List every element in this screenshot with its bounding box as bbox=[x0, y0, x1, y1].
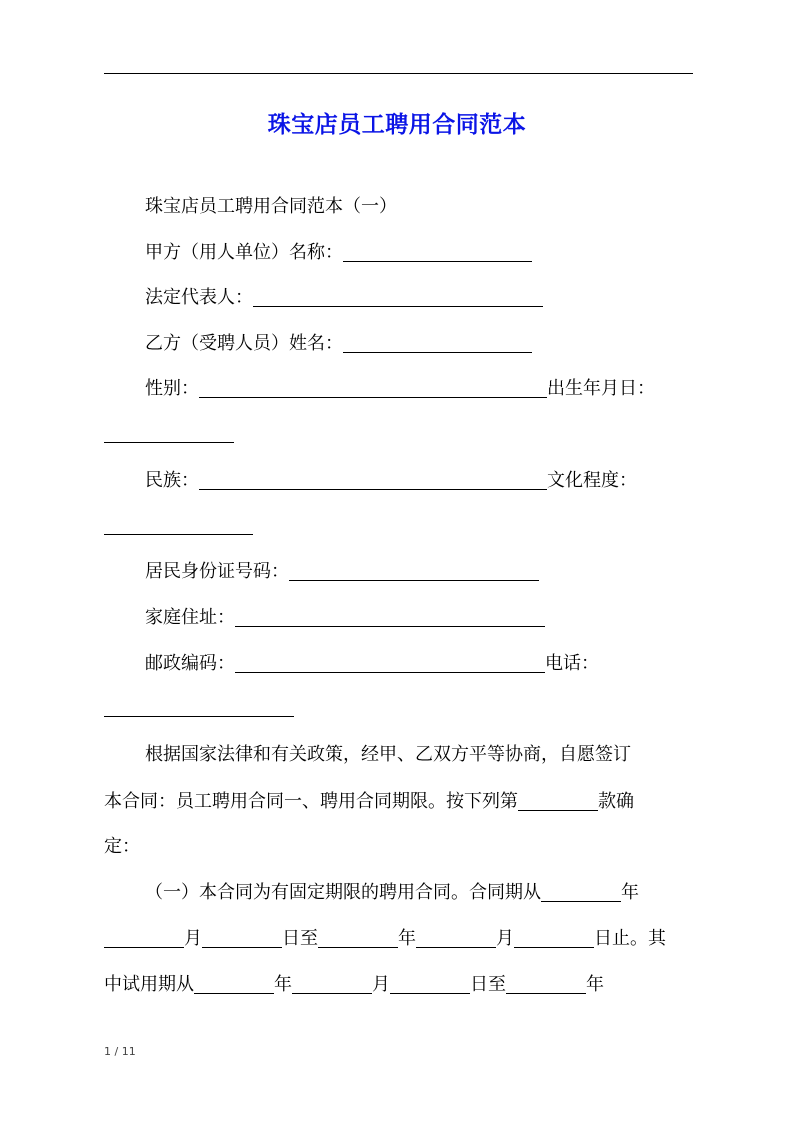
subtitle: 珠宝店员工聘用合同范本（一） bbox=[145, 196, 397, 217]
field-legal-rep bbox=[145, 286, 543, 310]
paragraph-2-line-2 bbox=[104, 927, 666, 951]
field-label: 文化程度： bbox=[547, 470, 637, 491]
birth-blank bbox=[104, 442, 234, 443]
field-postcode bbox=[145, 652, 599, 676]
trial-start-day-blank bbox=[390, 975, 470, 994]
paragraph-text: 月 bbox=[372, 974, 390, 995]
education-blank bbox=[104, 534, 253, 535]
field-id-number bbox=[145, 560, 539, 584]
id-number-blank bbox=[289, 562, 539, 581]
paragraph-text: 年 bbox=[398, 928, 416, 949]
trial-end-year-blank bbox=[506, 975, 586, 994]
field-address bbox=[145, 606, 545, 630]
paragraph-2-line-1 bbox=[145, 881, 639, 905]
gender-blank bbox=[199, 379, 547, 398]
ethnicity-blank bbox=[199, 471, 547, 490]
paragraph-text: 年 bbox=[621, 882, 639, 903]
postcode-blank bbox=[235, 654, 545, 673]
paragraph-text: 日至 bbox=[470, 974, 506, 995]
field-label: 家庭住址： bbox=[145, 607, 235, 628]
paragraph-text: 月 bbox=[496, 928, 514, 949]
clause-number-blank bbox=[518, 792, 598, 811]
field-label: 性别： bbox=[145, 378, 199, 399]
paragraph-text: 月 bbox=[184, 928, 202, 949]
paragraph-1-line-1: 根据国家法律和有关政策，经甲、乙双方平等协商，自愿签订 bbox=[145, 744, 631, 765]
field-label: 出生年月日： bbox=[547, 378, 655, 399]
header-rule bbox=[104, 73, 693, 74]
field-label: 居民身份证号码： bbox=[145, 561, 289, 582]
page-number: 1 / 11 bbox=[104, 1045, 136, 1058]
paragraph-text: 日止。其 bbox=[594, 928, 666, 949]
field-label: 电话： bbox=[545, 653, 599, 674]
party-a-blank bbox=[343, 243, 532, 262]
field-label: 民族： bbox=[145, 470, 199, 491]
paragraph-text: 年 bbox=[274, 974, 292, 995]
document-title: 珠宝店员工聘用合同范本 bbox=[267, 112, 527, 138]
start-day-blank bbox=[202, 929, 282, 948]
phone-blank bbox=[104, 716, 294, 717]
field-label: 乙方（受聘人员）姓名： bbox=[145, 333, 343, 354]
party-b-blank bbox=[343, 334, 532, 353]
field-label: 法定代表人： bbox=[145, 287, 253, 308]
paragraph-2-line-3 bbox=[104, 973, 604, 997]
paragraph-text: 日至 bbox=[282, 928, 318, 949]
paragraph-text: 年 bbox=[586, 974, 604, 995]
paragraph-text: 中试用期从 bbox=[104, 974, 194, 995]
trial-start-month-blank bbox=[292, 975, 372, 994]
field-ethnicity bbox=[145, 469, 637, 493]
end-month-blank bbox=[416, 929, 496, 948]
paragraph-1-line-2 bbox=[104, 790, 634, 814]
paragraph-text: 款确 bbox=[598, 791, 634, 812]
paragraph-text: 本合同：员工聘用合同一、聘用合同期限。按下列第 bbox=[104, 791, 518, 812]
field-label: 甲方（用人单位）名称： bbox=[145, 242, 343, 263]
start-month-blank bbox=[104, 929, 184, 948]
address-blank bbox=[235, 608, 545, 627]
start-year-blank bbox=[541, 883, 621, 902]
field-party-a bbox=[145, 241, 532, 265]
field-party-b bbox=[145, 332, 532, 356]
trial-start-year-blank bbox=[194, 975, 274, 994]
end-year-blank bbox=[318, 929, 398, 948]
end-day-blank bbox=[514, 929, 594, 948]
paragraph-1-line-3: 定： bbox=[104, 836, 140, 857]
paragraph-text: （一）本合同为有固定期限的聘用合同。合同期从 bbox=[145, 882, 541, 903]
legal-rep-blank bbox=[253, 288, 543, 307]
field-label: 邮政编码： bbox=[145, 653, 235, 674]
field-gender bbox=[145, 377, 655, 401]
